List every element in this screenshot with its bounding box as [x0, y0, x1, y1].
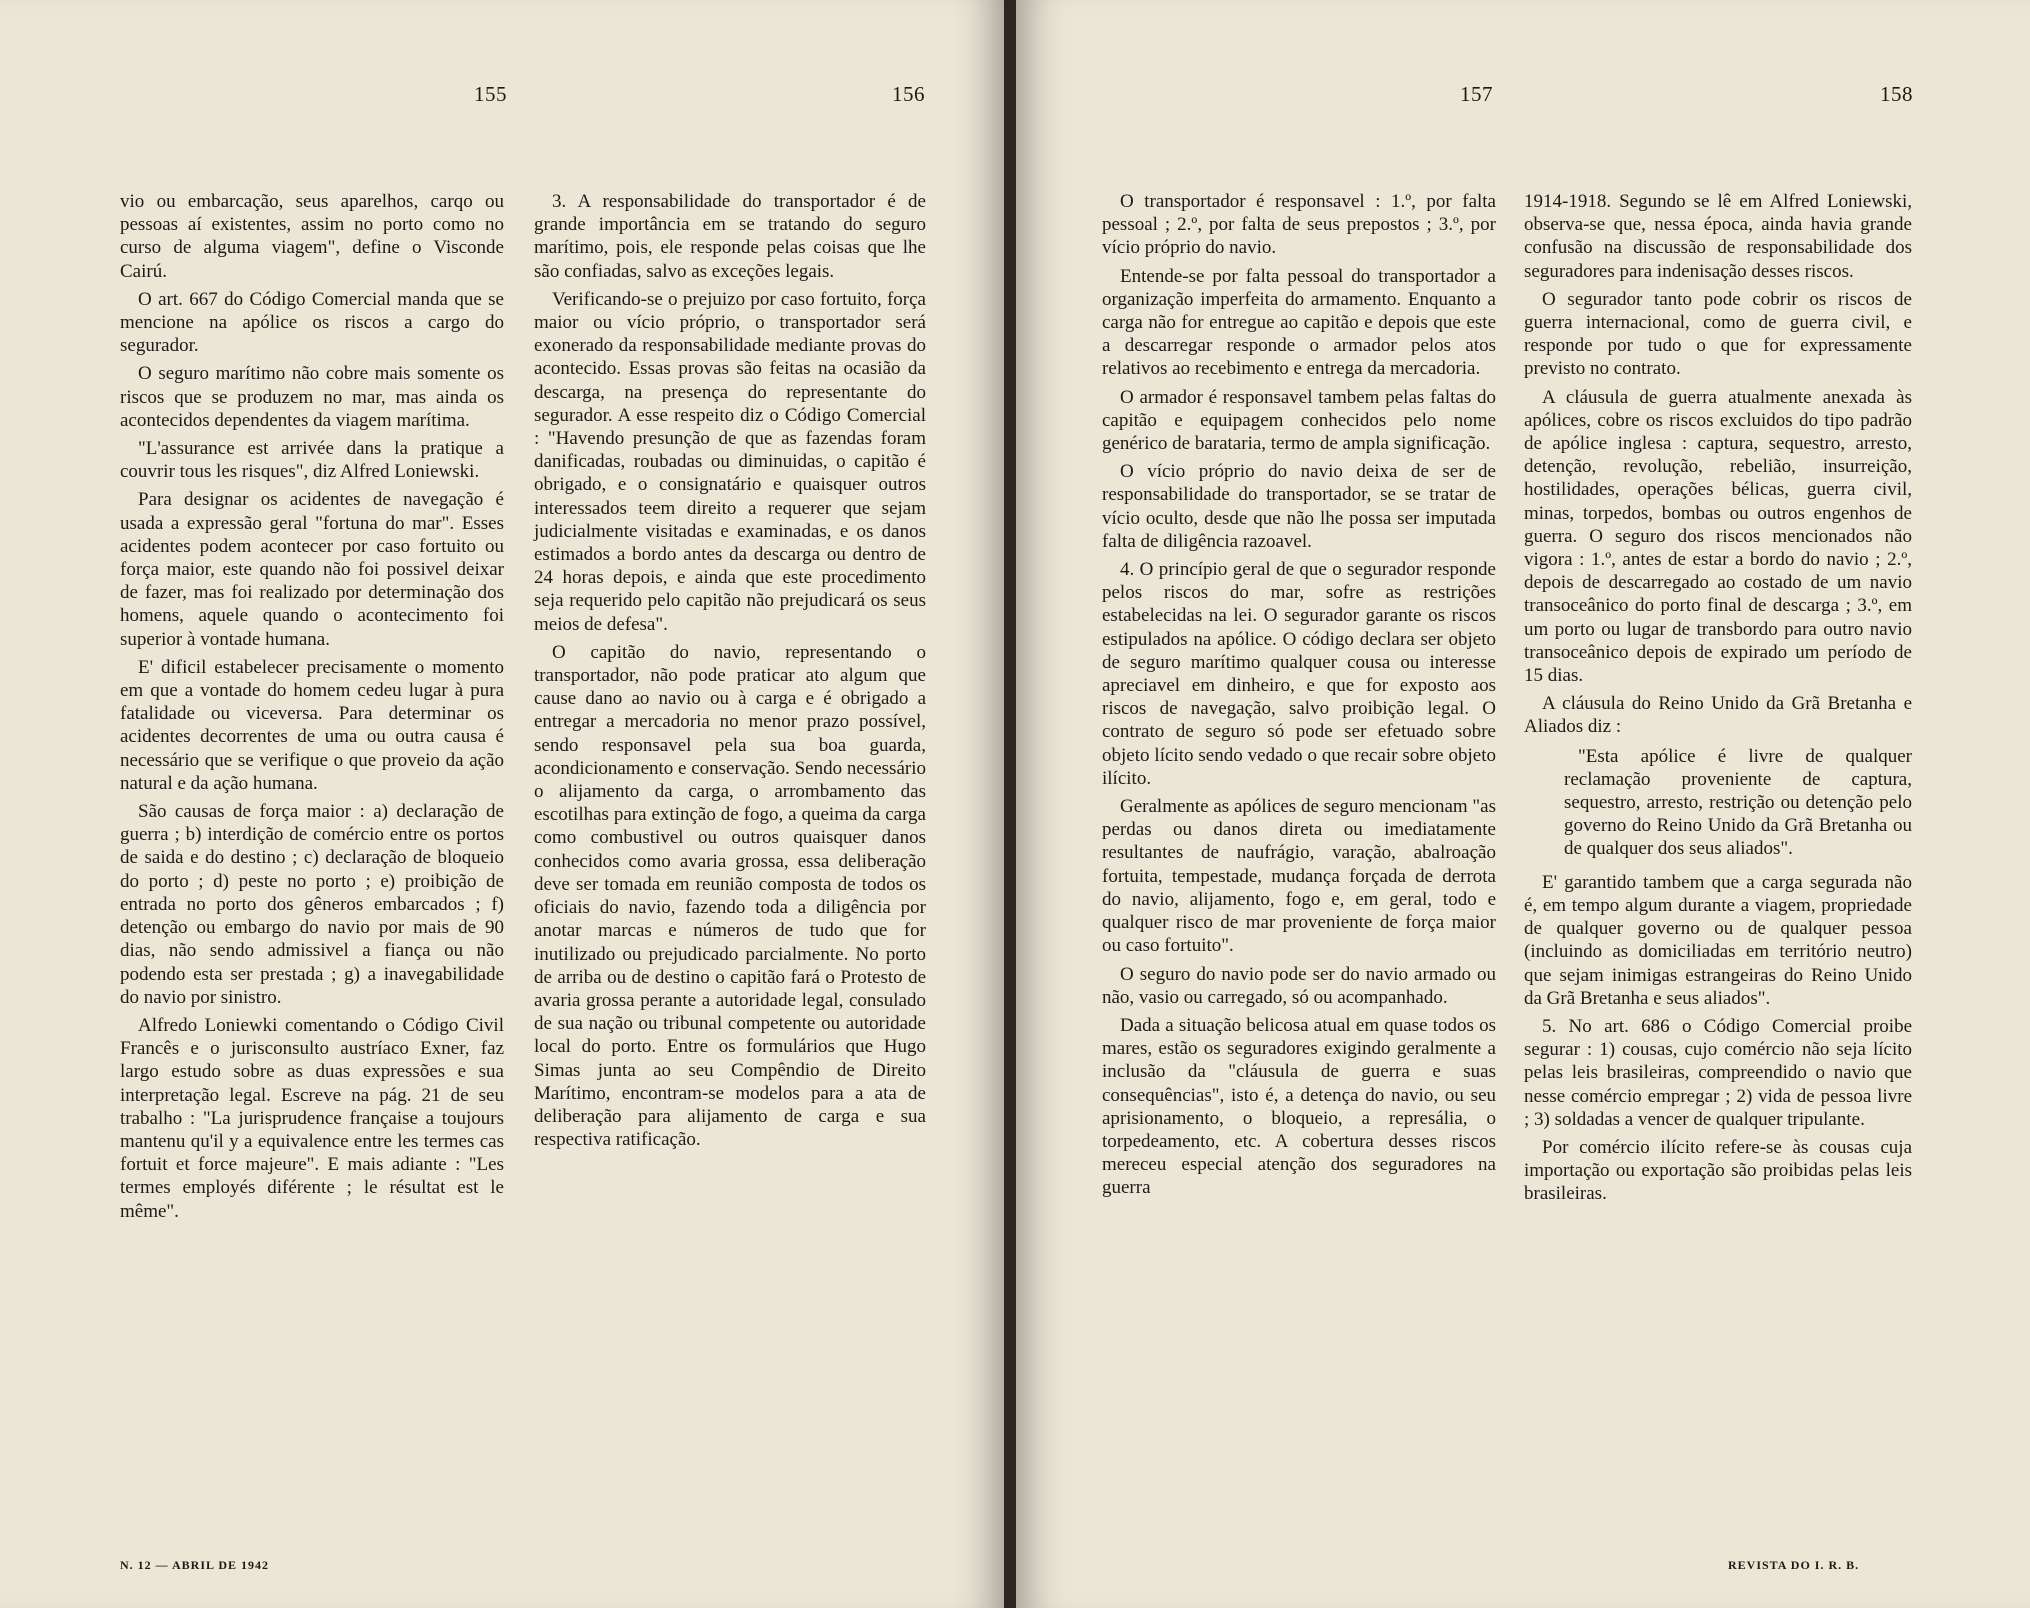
text-column-158 — [1524, 190, 1912, 1211]
paragraph: Para designar os acidentes de navegação é usada a expressão geral "fortuna do mar". Esses acidentes podem acontecer por caso fortuito ou força maior, este quando não foi possivel deixar de fazer, mas foi realizado por determinação dos homens, aquele quando o acontecimento foi superior à vontade humana. — [120, 489, 504, 650]
text-column-155 — [120, 190, 504, 1228]
paragraph: E' dificil estabelecer precisamente o momento em que a vontade do homem cedeu lugar à pura fatalidade ou viceversa. Para determinar os acidentes decorrentes de uma ou outra causa é necessário que se verifique o que proveio da ação natural e da ação humana. — [120, 656, 504, 794]
paragraph: O vício próprio do navio deixa de ser de responsabilidade do transportador, se se tratar de vício oculto, desde que não lhe possa ser imputada falta de diligência razoavel. — [1102, 461, 1496, 552]
paragraph: O capitão do navio, representando o transportador, não pode praticar ato algum que cause dano ao navio ou à carga e é obrigado a entregar a mercadoria no menor prazo possível, sendo responsavel pela sua boa guarda, acondicionamento e conservação. Sendo necessário o alijamento da carga, o arrombamento das escotilhas para extinção de fogo, a queima da carga como combustivel ou outros quaisquer danos conhecidos como avaria grossa, essa deliberação deve ser tomada em reunião composta de todos os oficiais do navio, fazendo toda a diligência por anotar marcas e números de tudo que for inutilizado ou prejudicado parcialmente. No porto de arriba ou de destino o capitão fará o Protesto de avaria grossa perante a autoridade legal, consulado de sua nação ou tribunal competente ou autoridade local do porto. Entre os formulários que Hugo Simas junta ao seu Compêndio de Direito Marítimo, encontram-se modelos para a ata de deliberação para alijamento de carga e sua respectiva ratificação. — [534, 641, 926, 1151]
paragraph: "L'assurance est arrivée dans la pratique a couvrir tous les risques", diz Alfred Loniewski. — [120, 438, 504, 483]
paragraph: Entende-se por falta pessoal do transportador a organização imperfeita do armamento. Enquanto a carga não for entregue ao capitão e depois que este a descarregar responde o armador pelos atos relativos ao recebimento e entrega da mercadoria. — [1102, 265, 1496, 380]
paragraph: São causas de força maior : a) declaração de guerra ; b) interdição de comércio entre os portos de saida e do destino ; c) declaração de bloqueio do porto ; d) peste no porto ; e) proibição de entrada no porto dos gêneros embarcados ; f) detenção ou embargo do navio por mais de 90 dias, não sendo admissivel a fiança ou não podendo esta ser prestada ; g) a inavegabilidade do navio por sinistro. — [120, 801, 504, 1008]
footer-journal: REVISTA DO I. R. B. — [1728, 1558, 1860, 1572]
paragraph: O seguro marítimo não cobre mais somente os riscos que se produzem no mar, mas ainda os acontecidos dependentes da viagem marítima. — [120, 363, 504, 431]
paragraph: 4. O princípio geral de que o segurador responde pelos riscos do mar, sofre as restrições estabelecidas na lei. O segurador garante os riscos estipulados na apólice. O código declara ser objeto de seguro marítimo qualquer cousa ou interesse apreciavel em dinheiro, e que for exposto aos riscos de navegação, salvo proibição legal. O contrato de seguro só pode ser efetuado sobre objeto lícito sendo vedado o que recair sobre objeto ilícito. — [1102, 559, 1496, 789]
paragraph: 5. No art. 686 o Código Comercial proibe segurar : 1) cousas, cujo comércio não seja lícito pelas leis brasileiras, compreendido o navio que nesse comércio empregar ; 2) vida de pessoa livre ; 3) soldadas a vencer de qualquer tripulante. — [1524, 1015, 1912, 1130]
paragraph: A cláusula do Reino Unido da Grã Bretanha e Aliados diz : — [1524, 693, 1912, 738]
paragraph: E' garantido tambem que a carga segurada não é, em tempo algum durante a viagem, propriedade de qualquer governo ou de qualquer pessoa (incluindo as domiciliadas em território neutro) que sejam inimigas estrangeiras do Reino Unido da Grã Bretanha e seus aliados". — [1524, 871, 1912, 1009]
text-column-156 — [534, 190, 926, 1156]
paragraph: Por comércio ilícito refere-se às cousas cuja importação ou exportação são proibidas pelas leis brasileiras. — [1524, 1136, 1912, 1205]
footer-issue: N. 12 — ABRIL DE 1942 — [120, 1558, 270, 1572]
page-number-157: 157 — [1460, 82, 1493, 106]
paragraph: O segurador tanto pode cobrir os riscos de guerra internacional, como de guerra civil, e responde por tudo o que for expressamente previsto no contrato. — [1524, 288, 1912, 380]
paragraph: A cláusula de guerra atualmente anexada às apólices, cobre os riscos excluidos do tipo padrão de apólice inglesa : captura, sequestro, arresto, detenção, revolução, rebelião, insurreição, hostilidades, operações bélicas, guerra civil, minas, torpedos, bombas ou outros engenhos de guerra. O seguro dos riscos mencionados não vigora : 1.º, antes de estar a bordo do navio ; 2.º, depois de descarregado ao costado de um navio transoceânico do porto final de descarga ; 3.º, em um porto ou lugar de transbordo para outro navio transoceânico depois de expirado um período de 15 dias. — [1524, 386, 1912, 687]
paragraph: O art. 667 do Código Comercial manda que se mencione na apólice os riscos a cargo do segurador. — [120, 288, 504, 357]
paragraph: 3. A responsabilidade do transportador é de grande importância em se tratando do seguro marítimo, pois, ele responde pelas coisas que lhe são confiadas, salvo as exceções legais. — [534, 191, 926, 282]
paragraph: 1914-1918. Segundo se lê em Alfred Loniewski, observa-se que, nessa época, ainda havia grande confusão na discussão de responsabilidade dos seguradores para indenisação desses riscos. — [1524, 191, 1912, 282]
page-number-158: 158 — [1880, 82, 1913, 106]
paragraph: Dada a situação belicosa atual em quase todos os mares, estão os seguradores exigindo geralmente a inclusão da "cláusula de guerra e suas consequências", isto é, a detença do navio, ou seu aprisionamento, o bloqueio, a represália, o torpedeamento, etc. A cobertura desses riscos mereceu especial atenção dos seguradores na guerra — [1102, 1014, 1496, 1199]
paragraph: Verificando-se o prejuizo por caso fortuito, força maior ou vício próprio, o transportador será exonerado da responsabilidade mediante provas do acontecido. Essas provas são feitas na ocasião da descarga, na presença do representante do segurador. A esse respeito diz o Código Comercial : "Havendo presunção de que as fazendas foram danificadas, roubadas ou diminuidas, o capitão é obrigado, e o consignatário e quaisquer outros interessados teem direito a requerer que sejam judicialmente visitadas e examinadas, e os danos estimados a bordo antes da descarga ou dentro de 24 horas depois, e ainda que este procedimento seja requerido pelo capitão não prejudicará os seus meios de defesa". — [534, 288, 926, 635]
paragraph: "Esta apólice é livre de qualquer reclamação proveniente de captura, sequestro, arresto, restrição ou detenção pelo governo do Reino Unido da Grã Bretanha ou de qualquer dos seus aliados". — [1564, 745, 1912, 860]
text-column-157 — [1102, 190, 1496, 1205]
paragraph: vio ou embarcação, seus aparelhos, carqo ou pessoas aí existentes, assim no porto como no curso de alguma viagem", define o Visconde Cairú. — [120, 191, 504, 282]
paragraph: Geralmente as apólices de seguro mencionam "as perdas ou danos direta ou imediatamente resultantes de naufrágio, varação, abalroação fortuita, tempestade, mudança forçada de derrota do navio, alijamento, fogo e, em geral, todo e qualquer risco de mar proveniente de força maior ou caso fortuito". — [1102, 796, 1497, 957]
paragraph: O transportador é responsavel : 1.º, por falta pessoal ; 2.º, por falta de seus prepostos ; 3.º, por vício próprio do navio. — [1102, 191, 1496, 259]
book-gutter — [1004, 0, 1016, 1608]
paragraph: O seguro do navio pode ser do navio armado ou não, vasio ou carregado, só ou acompanhado. — [1102, 963, 1496, 1008]
page-number-155: 155 — [474, 82, 507, 106]
page-number-156: 156 — [892, 82, 925, 106]
paragraph: O armador é responsavel tambem pelas faltas do capitão e equipagem conhecidos pelo nome genérico de barataria, termo de ampla significação. — [1102, 386, 1496, 455]
paragraph: Alfredo Loniewki comentando o Código Civil Francês e o jurisconsulto austríaco Exner, faz largo estudo sobre as duas expressões e sua interpretação legal. Escreve na pág. 21 de seu trabalho : "La jurisprudence française a toujours mantenu qu'il y a equivalence entre les termes cas fortuit et force majeure". E mais adiante : "Les termes employés diférente ; le résultat est le même". — [120, 1014, 504, 1222]
